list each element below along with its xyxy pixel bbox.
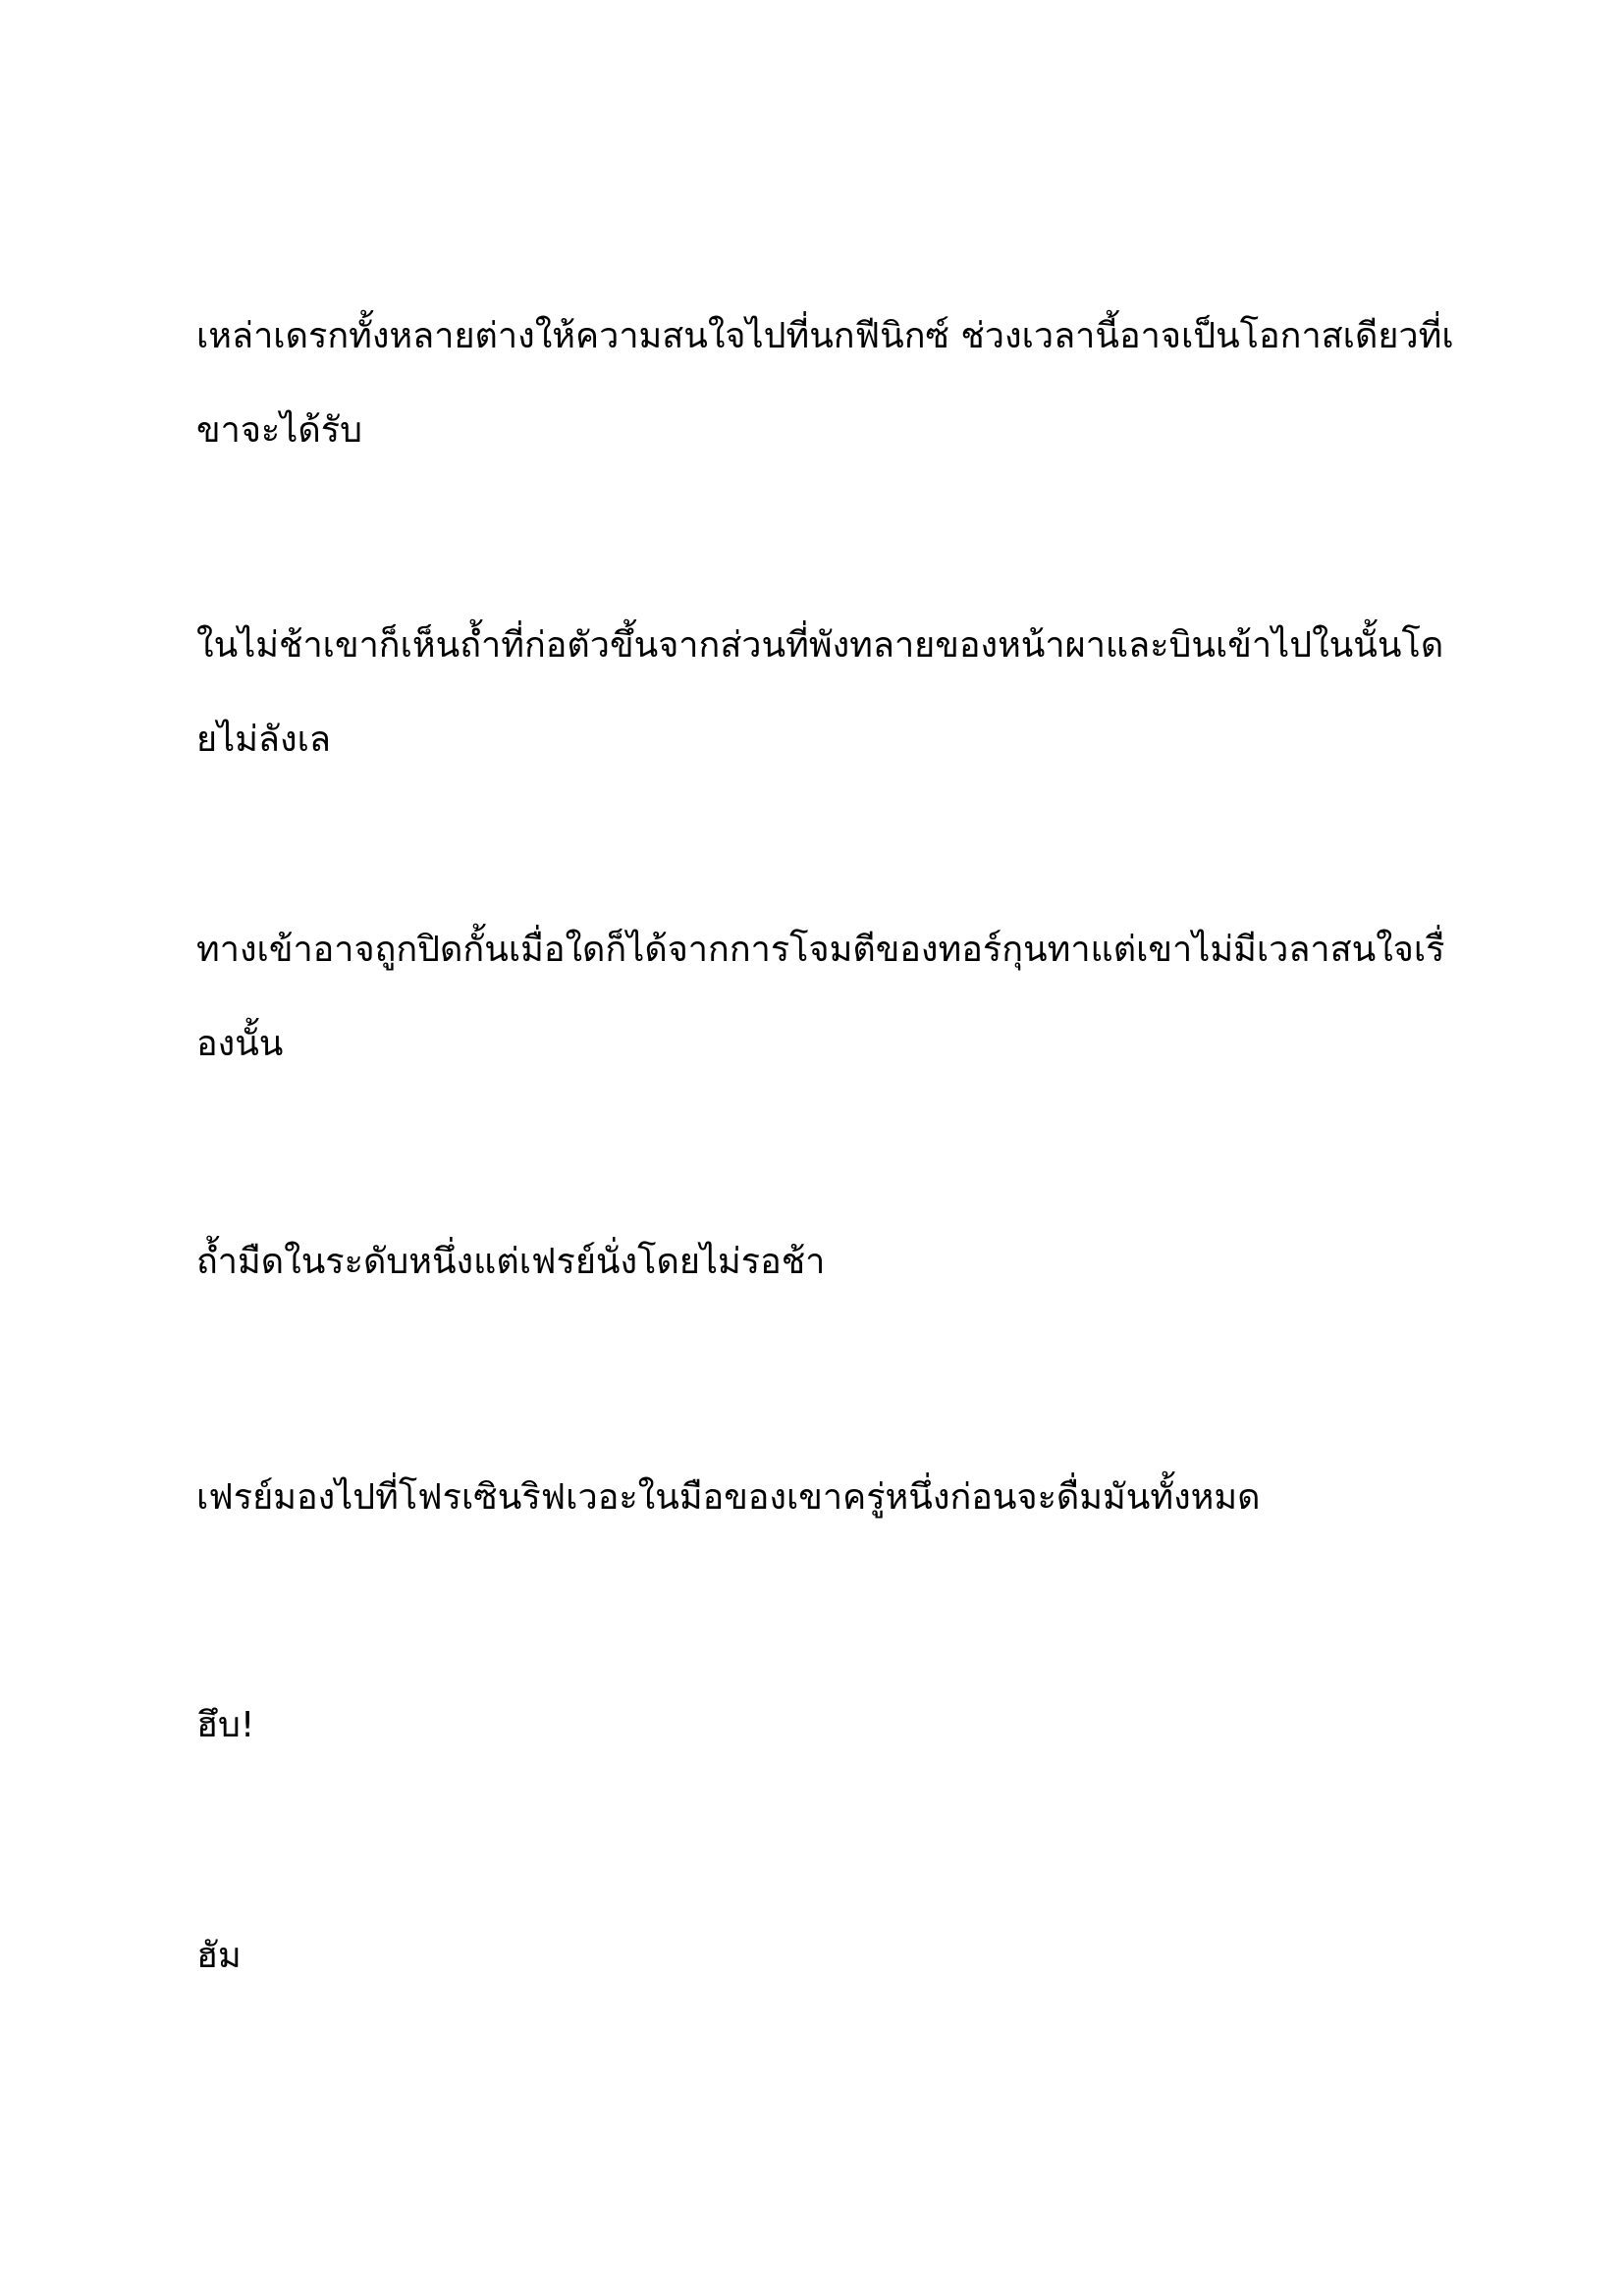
- paragraph-6: ฮึบ!: [196, 1705, 255, 1745]
- paragraph-2: ในไม่ช้าเขาก็เห็นถ้ำที่ก่อตัวขึ้นจากส่วนที่พังทลายของหน้าผาและบินเข้าไปในนั้นโดยไม่ลังเล: [196, 625, 1444, 760]
- paragraph-7: ฮัม: [196, 1936, 242, 1976]
- paragraph-3: ทางเข้าอาจถูกปิดกั้นเมื่อใดก็ได้จากการโจมตีของทอร์กุนทาแต่เขาไม่มีเวลาสนใจเรื่องนั้น: [196, 930, 1445, 1064]
- paragraph-5: เฟรย์มองไปที่โฟรเซินริฟเวอะในมือของเขาครู่หนึ่งก่อนจะดื่มมันทั้งหมด: [196, 1477, 1261, 1518]
- paragraph-4: ถ้ำมืดในระดับหนึ่งแต่เฟรย์นั่งโดยไม่รอช้า: [196, 1242, 826, 1282]
- paragraph-1: เหล่าเดรกทั้งหลายต่างให้ความสนใจไปที่นกฟีนิกซ์ ช่วงเวลานี้อาจเป็นโอกาสเดียวที่เขาจะได้รับ: [196, 316, 1454, 451]
